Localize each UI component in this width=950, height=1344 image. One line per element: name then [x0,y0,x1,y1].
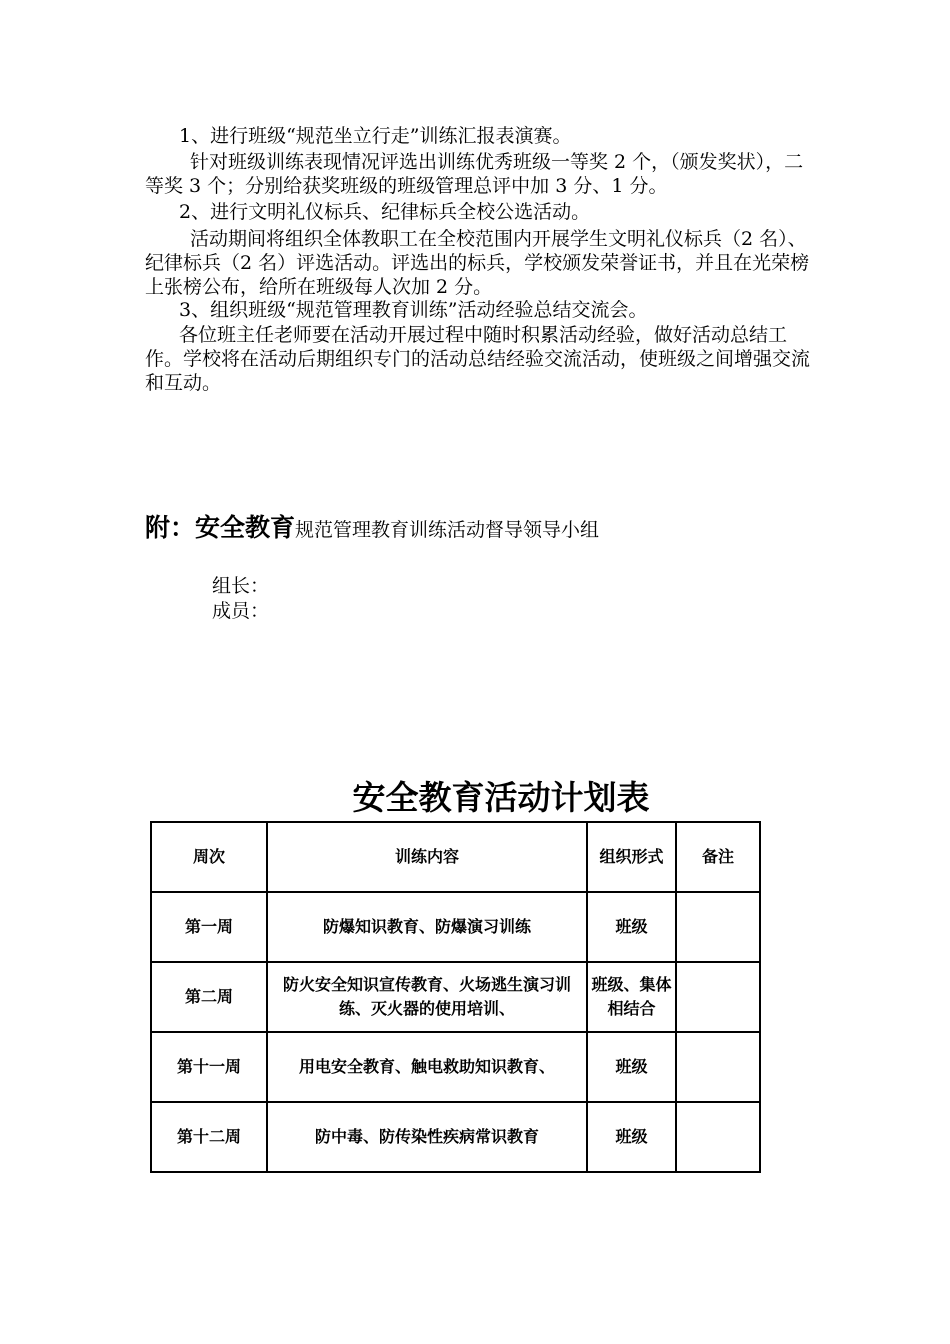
paragraph-4: 活动期间将组织全体教职工在全校范围内开展学生文明礼仪标兵（2 名）、纪律标兵（2 名）评选活动。评选出的标兵，学校颁发荣誉证书，并且在光荣榜上张榜公布，给所在班级每人次加 2 分。 [145,228,810,298]
table-row [151,892,760,962]
header-week: 周次 [151,822,267,892]
members-label: 成员： [212,600,270,622]
header-content: 训练内容 [267,822,587,892]
cell-week: 第十一周 [151,1032,267,1102]
cell-week: 第十二周 [151,1102,267,1172]
table-row [151,1102,760,1172]
appendix-bold-title: 附：安全教育 [145,513,296,542]
table-header-row [151,822,760,892]
cell-content: 用电安全教育、触电救助知识教育、 [267,1032,587,1102]
paragraph-2: 针对班级训练表现情况评选出训练优秀班级一等奖 2 个，（颁发奖状），二等奖 3 个；分别给获奖班级的班级管理总评中加 3 分、1 分。 [145,151,804,197]
cell-notes [676,1102,760,1172]
cell-notes [676,962,760,1032]
cell-content: 防火安全知识宣传教育、火场逃生演习训练、灭火器的使用培训、 [267,962,587,1032]
cell-form: 班级、集体相结合 [587,962,676,1032]
cell-content: 防中毒、防传染性疾病常识教育 [267,1102,587,1172]
paragraph-6: 各位班主任老师要在活动开展过程中随时积累活动经验，做好活动总结工作。学校将在活动后期组织专门的活动总结经验交流活动，使班级之间增强交流和互动。 [145,324,811,394]
cell-notes [676,892,760,962]
table-row [151,962,760,1032]
cell-content: 防爆知识教育、防爆演习训练 [267,892,587,962]
header-notes: 备注 [676,822,760,892]
paragraph-5: 3、组织班级“规范管理教育训练”活动经验总结交流会。 [179,299,648,321]
table-title: 安全教育活动计划表 [352,778,650,817]
table-row [151,1032,760,1102]
activity-plan-table [150,821,761,1173]
cell-week: 第一周 [151,892,267,962]
cell-form: 班级 [587,1102,676,1172]
paragraph-3: 2、进行文明礼仪标兵、纪律标兵全校公选活动。 [179,201,591,223]
appendix-heading [145,508,599,544]
cell-week: 第二周 [151,962,267,1032]
header-form: 组织形式 [587,822,676,892]
cell-notes [676,1032,760,1102]
paragraph-1: 1、进行班级“规范坐立行走”训练汇报表演赛。 [179,125,572,147]
appendix-subtitle: 规范管理教育训练活动督导领导小组 [295,519,600,541]
leader-label: 组长： [212,575,270,597]
cell-form: 班级 [587,1032,676,1102]
cell-form: 班级 [587,892,676,962]
